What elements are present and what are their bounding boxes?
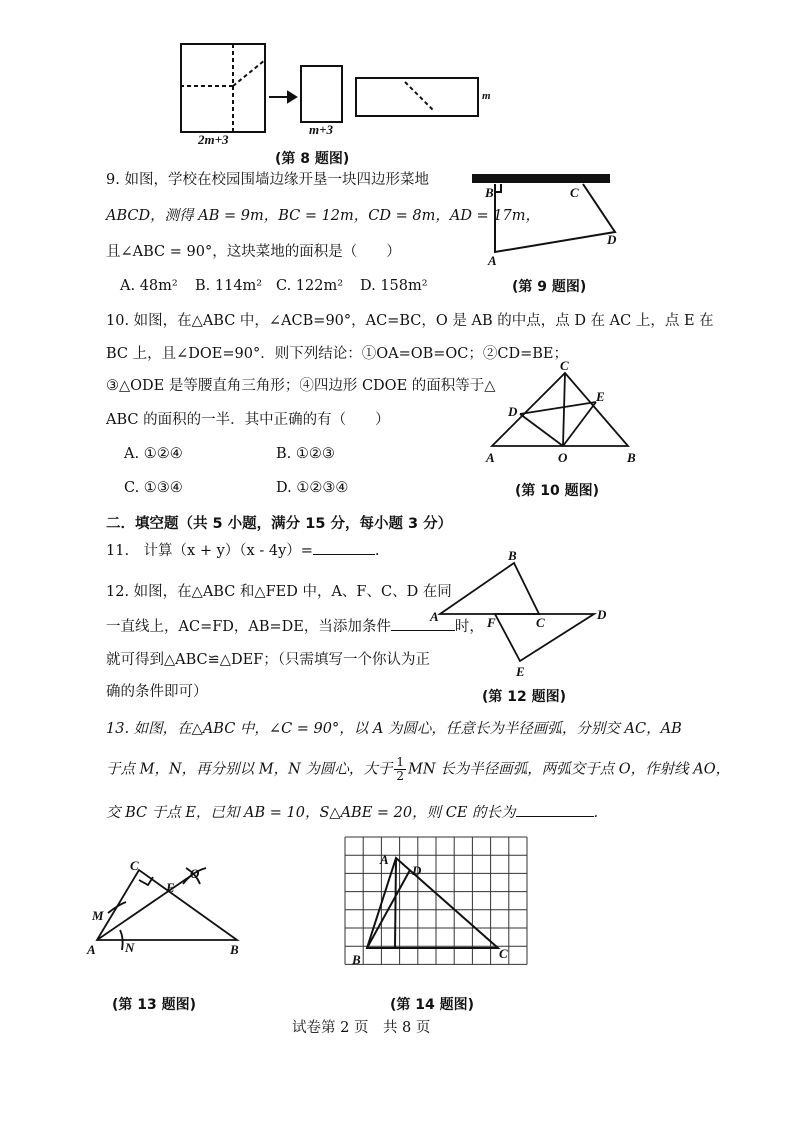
fig9-caption: (第 9 题图): [512, 279, 587, 295]
section-2-title: 二．填空题（共 5 小题，满分 15 分，每小题 3 分）: [106, 516, 453, 532]
fig13-label-a: A: [87, 942, 96, 957]
fig10-label-a: A: [486, 450, 495, 465]
fig9-label-b: B: [485, 185, 494, 200]
fig12-caption: (第 12 题图): [482, 689, 567, 705]
q12-line2-start: 一直线上，AC=FD，AB=DE，当添加条件: [106, 619, 391, 635]
q12-line1: 12. 如图，在△ABC 和△FED 中，A、F、C、D 在同: [106, 584, 452, 600]
q9-line1: 9. 如图，学校在校园围墙边缘开垦一块四边形菜地: [106, 172, 429, 188]
fig9-label-c: C: [570, 185, 579, 200]
fig13-label-b: B: [230, 942, 239, 957]
q10-line3: ③△ODE 是等腰直角三角形；④四边形 CDOE 的面积等于△: [106, 378, 496, 394]
q12-line2-end: 时，: [454, 619, 484, 635]
q13-fraction-num: 1: [396, 755, 405, 769]
q11-expression: 11. 计算（x + y）（x - 4y）=: [106, 543, 313, 559]
q9-option-c: C. 122m²: [276, 278, 344, 294]
q9-option-d: D. 158m²: [360, 278, 428, 294]
fig10-label-c: C: [560, 358, 569, 373]
fig10-label-o: O: [558, 450, 568, 465]
fig13-label-m: M: [92, 908, 104, 923]
fig12-label-d: D: [597, 607, 607, 622]
fig12-label-b: B: [508, 548, 517, 563]
fig13-caption: (第 13 题图): [112, 997, 197, 1013]
fig9-label-a: A: [488, 253, 497, 268]
fig10-label-d: D: [508, 404, 518, 419]
fig8-label-m: m: [482, 90, 491, 102]
q13-line2-start: 于点 M，N，再分别以 M，N 为圆心，大于: [106, 761, 393, 778]
q13-line1: 13. 如图，在△ABC 中，∠C = 90°，以 A 为圆心，任意长为半径画弧，分别交 AC，AB: [106, 721, 682, 737]
q10-line2: BC 上，且∠DOE=90°．则下列结论：①OA=OB=OC；②CD=BE；: [106, 346, 569, 362]
q10-line1: 10. 如图，在△ABC 中，∠ACB=90°，AC=BC，O 是 AB 的中点，点 D 在 AC 上，点 E 在: [106, 313, 714, 329]
q13-line3-start: 交 BC 于点 E，已知 AB = 10，: [106, 805, 320, 821]
fig13-label-c: C: [130, 858, 139, 873]
fig14-label-c: C: [499, 946, 508, 961]
q13-line2-end: MN 长为半径画弧，两弧交于点 O，作射线 AO，: [408, 761, 731, 778]
q9-line2: ABCD，测得 AB = 9m，BC = 12m，CD = 8m，AD = 17m，: [106, 208, 541, 224]
page-footer: 试卷第 2 页 共 8 页: [292, 1020, 431, 1036]
q9-line3: 且∠ABC = 90°，这块菜地的面积是（ ）: [106, 244, 401, 260]
fig12-label-c: C: [536, 615, 545, 630]
fig14-label-d: D: [412, 863, 422, 878]
q10-line4: ABC 的面积的一半．其中正确的有（ ）: [106, 412, 390, 428]
fig14-label-a: A: [380, 852, 389, 867]
fig13-label-e: E: [166, 880, 175, 895]
fig10-caption: (第 10 题图): [515, 483, 600, 499]
q10-option-d: D. ①②③④: [276, 480, 349, 496]
fig8-label-2m3: 2m+3: [198, 132, 229, 147]
fig12-label-a: A: [430, 609, 439, 624]
q13-line3-end: .: [593, 805, 599, 821]
q10-option-c: C. ①③④: [124, 480, 183, 496]
q12-line3: 就可得到△ABC≌△DEF；（只需填写一个你认为正: [106, 652, 430, 668]
fig8-label-m3: m+3: [309, 122, 334, 137]
q10-option-a: A. ①②④: [124, 446, 183, 462]
fig14-caption: (第 14 题图): [390, 997, 475, 1013]
fig9-label-d: D: [607, 232, 617, 247]
fig14-label-b: B: [352, 952, 361, 967]
q11-tail: .: [374, 543, 380, 559]
fig8-caption: (第 8 题图): [275, 151, 350, 167]
fig10-label-b: B: [627, 450, 636, 465]
fig12-label-e: E: [516, 664, 525, 679]
q12-line4: 确的条件即可）: [106, 684, 208, 700]
q13-fraction-den: 2: [396, 769, 405, 783]
q13-line3-area: S△ABE = 20，则 CE 的长为: [319, 805, 516, 821]
fig10-label-e: E: [596, 389, 605, 404]
q10-option-b: B. ①②③: [276, 446, 335, 462]
q9-option-a: A. 48m²: [120, 278, 178, 294]
fig13-label-o: O: [190, 866, 200, 881]
q9-option-b: B. 114m²: [195, 278, 263, 294]
fig13-label-n: N: [125, 940, 135, 955]
fig12-label-f: F: [487, 615, 496, 630]
